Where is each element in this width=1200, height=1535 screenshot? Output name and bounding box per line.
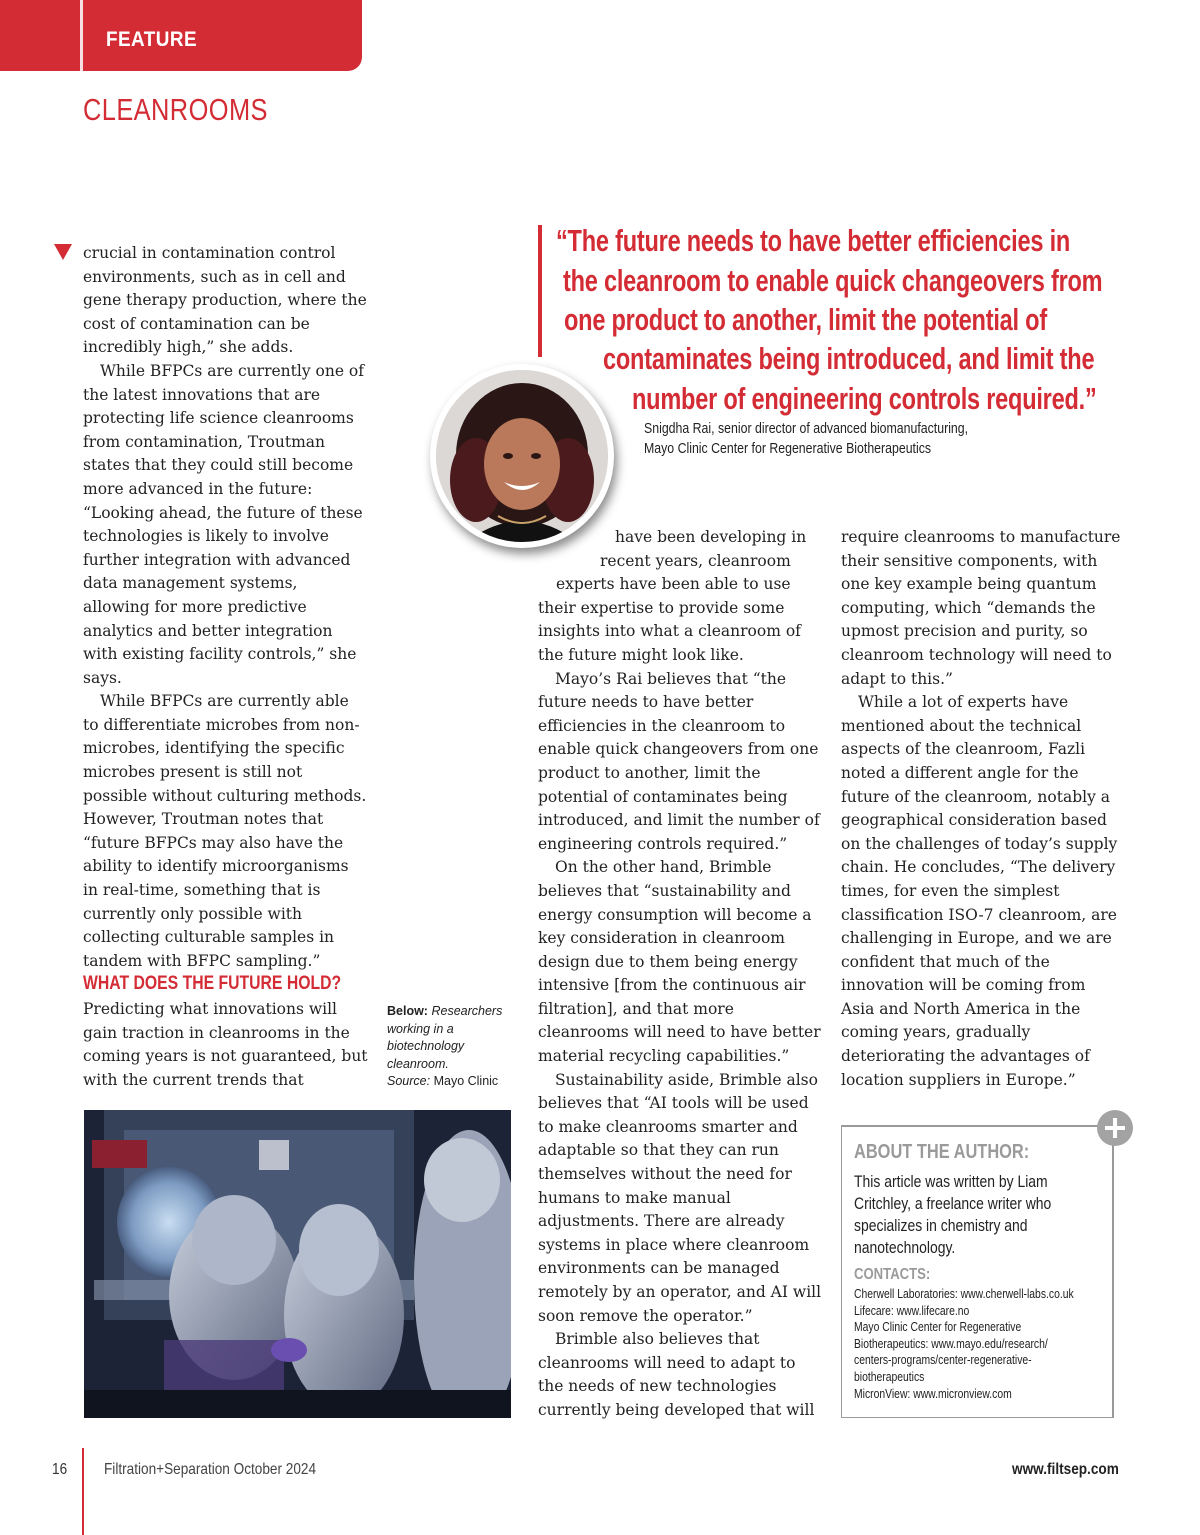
paragraph: While BFPCs are currently one of the latest innovations that are protecting life science cleanrooms from contamination, Troutman states that they could still become more advanced in the future: “Looking ahead, the future of these technologies is likely to involve further integration with advanced data management systems, allowing for more predictive analytics and better integration with existing facility controls,” she says. [83, 361, 364, 687]
pull-quote-line: “The future needs to have better efficiencies in [556, 223, 1071, 258]
paragraph: their expertise to provide some insights into what a cleanroom of the future might look like. [538, 598, 801, 664]
continued-arrow-icon [54, 244, 72, 260]
contact-item[interactable]: centers-programs/center-regenerative- [854, 1353, 1032, 1368]
feature-label: FEATURE [106, 28, 197, 51]
article-column-1 [83, 242, 368, 973]
pull-quote-line: the cleanroom to enable quick changeovers from [563, 263, 1103, 298]
author-text: This article was written by Liam Critchley, a freelance writer who specializes in chemistry and nanotechnology. [854, 1172, 1052, 1257]
contact-item[interactable]: MicronView: www.micronview.com [854, 1386, 1012, 1401]
caption-source: Mayo Clinic [433, 1074, 499, 1088]
lab-photo [84, 1110, 511, 1418]
feature-tab-rule [80, 0, 83, 71]
pull-quote-line: one product to another, limit the potential of [564, 302, 1047, 337]
caption-label: Below: [387, 1004, 428, 1018]
article-column-2 [538, 526, 823, 1423]
article-column-3 [841, 526, 1121, 1092]
paragraph: Predicting what innovations will gain traction in cleanrooms in the coming years is not guaranteed, but with the current trends that [83, 1000, 368, 1089]
paragraph: On the other hand, Brimble believes that “sustainability and energy consumption will become a key consideration in cleanroom design due to them being energy intensive [from the continuous air filtration], and that more cleanrooms will need to have better material recycling capabilities.” [538, 858, 821, 1066]
contact-item[interactable]: Mayo Clinic Center for Regenerative [854, 1320, 1022, 1335]
pull-quote-line: number of engineering controls required.” [632, 381, 1097, 416]
contact-item[interactable]: Lifecare: www.lifecare.no [854, 1303, 970, 1318]
feature-tab [0, 0, 362, 71]
contact-item[interactable]: Cherwell Laboratories: www.cherwell-labs.co.uk [854, 1287, 1074, 1301]
pull-quote-line: contaminates being introduced, and limit the [603, 341, 1095, 376]
paragraph: Brimble also believes that cleanrooms will need to adapt to the needs of new technologies currently being developed that will [538, 1330, 815, 1419]
author-box [841, 1125, 1114, 1418]
footer-rule [82, 1448, 84, 1535]
photo-caption [387, 1003, 507, 1091]
paragraph: Mayo’s Rai believes that “the future needs to have better efficiencies in the cleanroom to enable quick changeovers from one product to another, limit the potential of contaminates being introduced, and limit the number of engineering controls required.” [538, 669, 820, 853]
plus-icon [1097, 1110, 1133, 1146]
quote-attribution-line: Mayo Clinic Center for Regenerative Biotherapeutics [644, 441, 932, 457]
paragraph: While a lot of experts have mentioned about the technical aspects of the cleanroom, Fazli noted a different angle for the future of the cleanroom, notably a geographical consideration based on the challenges of today’s supply chain. He concludes, “The delivery times, for even the simplest classification ISO-7 cleanroom, are challenging in Europe, and we are confident that much of the innovation will be coming from Asia and North America in the coming years, gradually deteriorating the advantages of location suppliers in Europe.” [841, 693, 1118, 1089]
portrait-frame [430, 364, 614, 548]
caption-source-label: Source: [387, 1074, 431, 1088]
paragraph: crucial in contamination control environments, such as in cell and gene therapy production, where the cost of contamination can be incredibly high,” she adds. [83, 244, 367, 357]
portrait-illustration [436, 370, 608, 542]
article-column-1-continued [83, 998, 368, 1092]
contact-item[interactable]: biotherapeutics [854, 1369, 925, 1384]
paragraph: While BFPCs are currently able to differentiate microbes from non-microbes, identifying the specific microbes present is still not possible without culturing methods. However, Troutman notes that “future BFPCs may also have the ability to identify microorganisms in real-time, something that is currently only possible with collecting culturable samples in tandem with BFPC sampling.” [83, 692, 367, 970]
contacts-list [854, 1286, 1120, 1402]
portrait-photo [436, 370, 608, 542]
author-heading: ABOUT THE AUTHOR: [854, 1141, 1030, 1163]
quote-attribution [644, 419, 968, 459]
page-number: 16 [52, 1461, 68, 1478]
contact-item[interactable]: Biotherapeutics: www.mayo.edu/research/ [854, 1336, 1048, 1351]
quote-bar [538, 225, 542, 357]
quote-attribution-line: Snigdha Rai, senior director of advanced biomanufacturing, [644, 421, 969, 437]
caption-text: Researchers working in a biotechnology cleanroom. [387, 1004, 503, 1071]
author-box-top-rule [841, 1125, 1099, 1127]
column-2-intro-line: recent years, cleanroom [600, 551, 791, 570]
column-2-intro-line: experts have been able to use [556, 575, 791, 594]
paragraph: Sustainability aside, Brimble also believes that “AI tools will be used to make cleanrooms smarter and adaptable so that they can run themselves without the need for humans to make manual adjustments. There are already systems in place where cleanroom environments can be managed remotely by an operator, and AI will soon remove the operator.” [538, 1070, 822, 1325]
footer-publication: Filtration+Separation October 2024 [104, 1461, 317, 1478]
section-title: CLEANROOMS [83, 92, 268, 127]
footer-url[interactable]: www.filtsep.com [1012, 1461, 1119, 1478]
paragraph: require cleanrooms to manufacture their sensitive components, with one key example being quantum computing, which “demands the upmost precision and purity, so cleanroom technology will need to adapt to this.” [841, 528, 1121, 688]
contacts-heading: CONTACTS: [854, 1266, 931, 1283]
lab-photo-illustration [84, 1110, 511, 1418]
column-2-intro-line: have been developing in [615, 528, 807, 546]
subheading: WHAT DOES THE FUTURE HOLD? [83, 973, 342, 994]
